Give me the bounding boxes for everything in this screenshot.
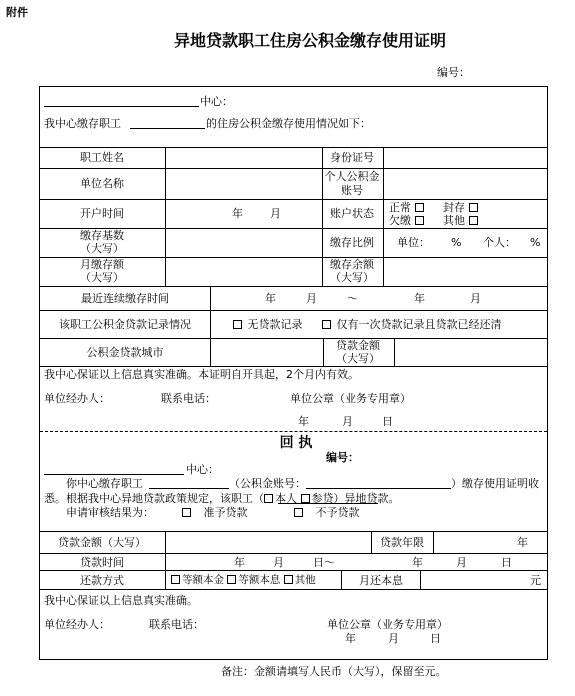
footer-note: 备注：金额请填写人民币（大写），保留至元。 — [221, 665, 447, 678]
status-normal-label: 正常 — [389, 201, 411, 214]
deny-label: 不予贷款 — [315, 506, 360, 519]
frame-bottom — [39, 659, 548, 660]
status-other-option[interactable] — [443, 215, 480, 226]
loan-time-month1: 月 — [273, 556, 284, 569]
employee-underline — [130, 128, 205, 129]
label-loan-time: 贷款时间 — [80, 556, 124, 569]
serial-label: 编号： — [437, 66, 470, 79]
t1-line — [39, 338, 548, 339]
status-owed-label: 欠缴 — [389, 214, 411, 227]
no-loan-label: 无贷款记录 — [247, 318, 303, 331]
loan-time-month2: 月 — [456, 556, 467, 569]
phone-label: 联系电话： — [161, 392, 216, 405]
label-recent-period: 最近连续缴存时间 — [81, 292, 169, 305]
label-personal-account-1: 个人公积金 — [324, 170, 380, 183]
receipt-handler-label: 单位经办人： — [44, 618, 110, 631]
label-loan-city: 公积金贷款城市 — [86, 346, 164, 359]
label-monthly-1: 月缴存额 — [80, 258, 124, 271]
ratio-unit-percent: % — [451, 236, 462, 249]
t2-col — [420, 570, 421, 589]
receipt-line3-prefix: 悉。根据我中心异地贷款政策规定，该职工（ — [44, 492, 264, 505]
document-title: 异地贷款职工住房公积金缴存使用证明 — [174, 31, 447, 50]
ratio-person-label: 个人： — [483, 236, 516, 249]
label-id-number: 身份证号 — [330, 151, 374, 164]
other-repay-label: 其他 — [294, 574, 316, 586]
label-loan-record: 该职工公积金贷款记录情况 — [59, 318, 191, 331]
label-monthly-2: （大写） — [80, 271, 124, 284]
status-other-label: 其他 — [443, 214, 465, 227]
self-loan-checkbox[interactable] — [264, 494, 273, 503]
frame-top — [39, 86, 548, 87]
review-label: 申请审核结果为： — [66, 506, 154, 519]
approve-checkbox[interactable] — [182, 508, 191, 517]
recent-year-a: 年 — [265, 292, 276, 305]
status-owed-option[interactable] — [389, 215, 426, 226]
tear-line — [40, 431, 547, 432]
monthly-repay-unit: 元 — [530, 574, 541, 587]
center-name-underline — [44, 106, 199, 107]
guarantee-text: 我中心保证以上信息真实准确。本证明自开具起，2个月内有效。 — [44, 368, 359, 381]
t1-col — [165, 147, 166, 286]
status-sealed-checkbox[interactable] — [469, 203, 478, 212]
repay-options — [171, 575, 316, 586]
deny-option[interactable] — [294, 507, 360, 518]
t1-col — [394, 338, 395, 366]
attachment-label: 附件 — [6, 6, 28, 19]
label-balance-2: （大写） — [330, 271, 374, 284]
receipt-seal-label: 单位公章（业务专用章） — [327, 618, 448, 631]
status-normal-checkbox[interactable] — [415, 203, 424, 212]
label-loan-term: 贷款年限 — [380, 536, 424, 549]
sign-year: 年 — [298, 415, 309, 428]
receipt-sign-month: 月 — [388, 632, 399, 645]
equal-principal-checkbox[interactable] — [171, 575, 180, 584]
t1-line — [39, 168, 548, 169]
receipt-title: 回 执 — [279, 435, 313, 451]
one-loan-option[interactable] — [322, 319, 502, 330]
label-base-2: （大写） — [80, 242, 124, 255]
receipt-line3-underline — [278, 503, 378, 504]
sign-month: 月 — [342, 415, 353, 428]
joint-loan-checkbox[interactable] — [301, 494, 310, 503]
receipt-sign-year: 年 — [345, 632, 356, 645]
label-account-status: 账户状态 — [330, 207, 374, 220]
t1-line — [39, 366, 548, 367]
t2-col — [371, 531, 372, 553]
intro-prefix: 我中心缴存职工 — [44, 117, 121, 130]
label-monthly-repay: 月还本息 — [359, 574, 403, 587]
recent-year-b: 年 — [414, 292, 425, 305]
no-loan-checkbox[interactable] — [233, 320, 242, 329]
receipt-center-underline — [44, 474, 184, 475]
open-time-year: 年 — [232, 207, 243, 220]
t1-col — [210, 286, 211, 366]
receipt-employee-underline — [149, 488, 229, 489]
status-normal-option[interactable] — [389, 202, 426, 213]
handler-label: 单位经办人： — [44, 392, 110, 405]
t2-col — [433, 531, 434, 553]
t1-col — [322, 147, 323, 286]
loan-time-year1: 年 — [234, 556, 245, 569]
t1-line — [39, 286, 548, 287]
t2-col — [165, 531, 166, 589]
equal-interest-label: 等额本息 — [238, 574, 281, 586]
status-sealed-label: 封存 — [443, 201, 465, 214]
frame-right — [547, 86, 548, 659]
one-loan-checkbox[interactable] — [322, 320, 331, 329]
loan-time-day2: 日 — [501, 556, 512, 569]
status-owed-checkbox[interactable] — [415, 216, 424, 225]
receipt-line2-prefix: 你中心缴存职工 — [66, 477, 143, 490]
t2-line — [39, 589, 548, 590]
label-loan-amount-2: （大写） — [336, 352, 380, 365]
t1-line — [39, 147, 548, 148]
loan-time-year2: 年 — [412, 556, 423, 569]
recent-month-b: 月 — [470, 292, 481, 305]
no-loan-option[interactable] — [233, 319, 303, 330]
one-loan-label: 仅有一次贷款记录且贷款已经还清 — [336, 318, 502, 331]
loan-time-day1: 日～ — [313, 556, 335, 569]
ratio-person-percent: % — [530, 236, 541, 249]
label-balance-1: 缴存余额 — [330, 258, 374, 271]
t1-col — [383, 147, 384, 286]
label-receipt-loan-amount: 贷款金额（大写） — [58, 536, 146, 549]
status-other-checkbox[interactable] — [469, 216, 478, 225]
label-base-1: 缴存基数 — [80, 229, 124, 242]
receipt-line2-suffix: ）缴存使用证明收 — [451, 477, 539, 490]
approve-option[interactable] — [182, 507, 248, 518]
receipt-center-suffix: 中心： — [186, 463, 219, 476]
loan-term-unit: 年 — [517, 536, 528, 549]
t1-line — [39, 310, 548, 311]
receipt-account-underline — [306, 488, 451, 489]
label-unit-name: 单位名称 — [80, 177, 124, 190]
frame-left — [39, 86, 40, 659]
t2-line — [39, 570, 548, 571]
deny-checkbox[interactable] — [294, 508, 303, 517]
receipt-guarantee: 我中心保证以上信息真实准确。 — [44, 594, 198, 607]
t2-line — [39, 553, 548, 554]
status-sealed-option[interactable] — [443, 202, 480, 213]
receipt-line3-suffix: ）异地贷款。 — [333, 492, 400, 505]
approve-label: 准予贷款 — [203, 506, 248, 519]
recent-tilde: ～ — [347, 292, 358, 305]
seal-label: 单位公章（业务专用章） — [290, 392, 411, 405]
label-personal-account-2: 账号 — [341, 184, 363, 197]
receipt-line2-mid: （公积金账号： — [229, 477, 306, 490]
open-time-month: 月 — [270, 207, 281, 220]
label-repay-method: 还款方式 — [80, 574, 124, 587]
receipt-serial-label: 编号： — [326, 451, 359, 464]
equal-principal-label: 等额本金 — [182, 574, 224, 586]
center-suffix: 中心： — [200, 95, 233, 108]
intro-suffix: 的住房公积金缴存使用情况如下： — [206, 117, 371, 130]
t1-col — [323, 338, 324, 366]
recent-month-a: 月 — [306, 292, 317, 305]
receipt-phone-label: 联系电话： — [149, 618, 204, 631]
label-ratio: 缴存比例 — [330, 236, 374, 249]
other-repay-checkbox[interactable] — [284, 575, 293, 584]
equal-interest-checkbox[interactable] — [227, 575, 236, 584]
sign-day: 日 — [382, 415, 393, 428]
self-loan-label: 本人 — [275, 492, 297, 505]
label-employee-name: 职工姓名 — [80, 151, 124, 164]
label-open-time: 开户时间 — [80, 207, 124, 220]
ratio-unit-label: 单位： — [397, 236, 430, 249]
t1-line — [39, 199, 548, 200]
joint-loan-label: 参贷 — [311, 492, 334, 505]
label-loan-amount-1: 贷款金额 — [336, 339, 380, 352]
receipt-sign-day: 日 — [430, 632, 441, 645]
t2-col — [341, 570, 342, 589]
t2-line — [39, 531, 548, 532]
